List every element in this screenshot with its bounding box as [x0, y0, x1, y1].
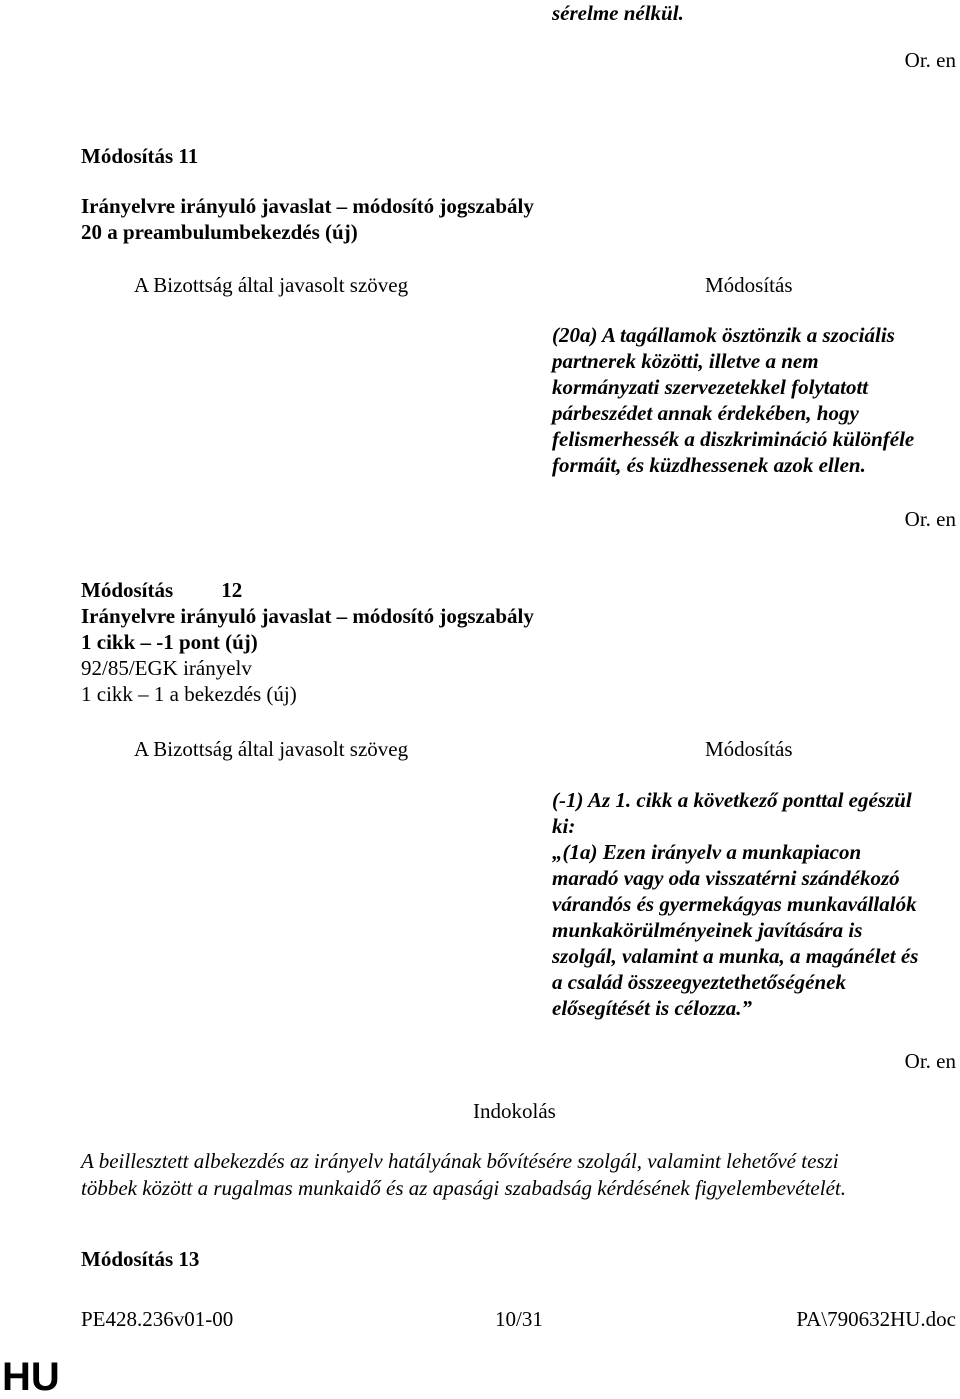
- text-line: a család összeegyeztethetőségének: [552, 970, 846, 994]
- text-line: elősegítését is célozza.”: [552, 996, 753, 1020]
- original-language-label: Or. en: [904, 507, 956, 531]
- footer-page-number: 10/31: [495, 1307, 543, 1331]
- amendment-12-text: [552, 787, 957, 1021]
- amendment-12-article: 1 cikk – -1 pont (új): [81, 630, 258, 654]
- amendment-12-directive: 92/85/EGK irányelv: [81, 656, 252, 680]
- amendment-12-commission-text-heading: A Bizottság által javasolt szöveg: [134, 737, 409, 761]
- text-line: szolgál, valamint a munka, a magánélet és: [552, 944, 919, 968]
- amendment-12-title: [81, 577, 242, 603]
- text-line: partnerek közötti, illetve a nem: [552, 349, 819, 373]
- text-line: (-1) Az 1. cikk a következő ponttal egészül: [552, 788, 912, 812]
- original-language-label: Or. en: [904, 1049, 956, 1073]
- justification-line: A beillesztett albekezdés az irányelv hatályának bővítésére szolgál, valamint lehetővé teszi: [81, 1149, 839, 1173]
- justification-line: többek között a rugalmas munkaidő és az apasági szabadság kérdésének figyelembevételét.: [81, 1176, 846, 1200]
- amendment-12-title-word: Módosítás: [81, 578, 174, 602]
- amendment-11-text: [552, 322, 957, 478]
- footer-reference: PE428.236v01-00: [81, 1307, 234, 1331]
- text-line: (20a) A tagállamok ösztönzik a szociális: [552, 323, 895, 347]
- text-line: felismerhessék a diszkrimináció különféle: [552, 427, 915, 451]
- amendment-11-commission-text-heading: A Bizottság által javasolt szöveg: [134, 273, 409, 297]
- footer-document-name: PA\790632HU.doc: [796, 1307, 956, 1331]
- amendment-13-title: Módosítás 13: [81, 1247, 200, 1271]
- amendment-11-proposal: Irányelvre irányuló javaslat – módosító jogszabály: [81, 194, 534, 218]
- text-line: kormányzati szervezetekkel folytatott: [552, 375, 869, 399]
- text-line: várandós és gyermekágyas munkavállalók: [552, 892, 917, 916]
- text-line: maradó vagy oda visszatérni szándékozó: [552, 866, 900, 890]
- amendment-12-paragraph: 1 cikk – 1 a bekezdés (új): [81, 682, 297, 706]
- amendment-11-recital: 20 a preambulumbekezdés (új): [81, 220, 358, 244]
- continuation-text: sérelme nélkül.: [552, 1, 684, 25]
- justification-heading: Indokolás: [473, 1099, 556, 1123]
- text-line: ki:: [552, 814, 576, 838]
- amendment-12-amendment-heading: Módosítás: [705, 737, 793, 761]
- text-line: párbeszédet annak érdekében, hogy: [552, 401, 859, 425]
- language-code: HU: [2, 1355, 60, 1399]
- text-line: „(1a) Ezen irányelv a munkapiacon: [552, 840, 862, 864]
- amendment-11-amendment-heading: Módosítás: [705, 273, 793, 297]
- text-line: formáit, és küzdhessenek azok ellen.: [552, 453, 866, 477]
- text-line: munkakörülményeinek javítására is: [552, 918, 863, 942]
- amendment-11-title: Módosítás 11: [81, 144, 199, 168]
- original-language-label: Or. en: [904, 48, 956, 72]
- amendment-12-proposal: Irányelvre irányuló javaslat – módosító jogszabály: [81, 604, 534, 628]
- amendment-12-title-number: 12: [221, 578, 243, 602]
